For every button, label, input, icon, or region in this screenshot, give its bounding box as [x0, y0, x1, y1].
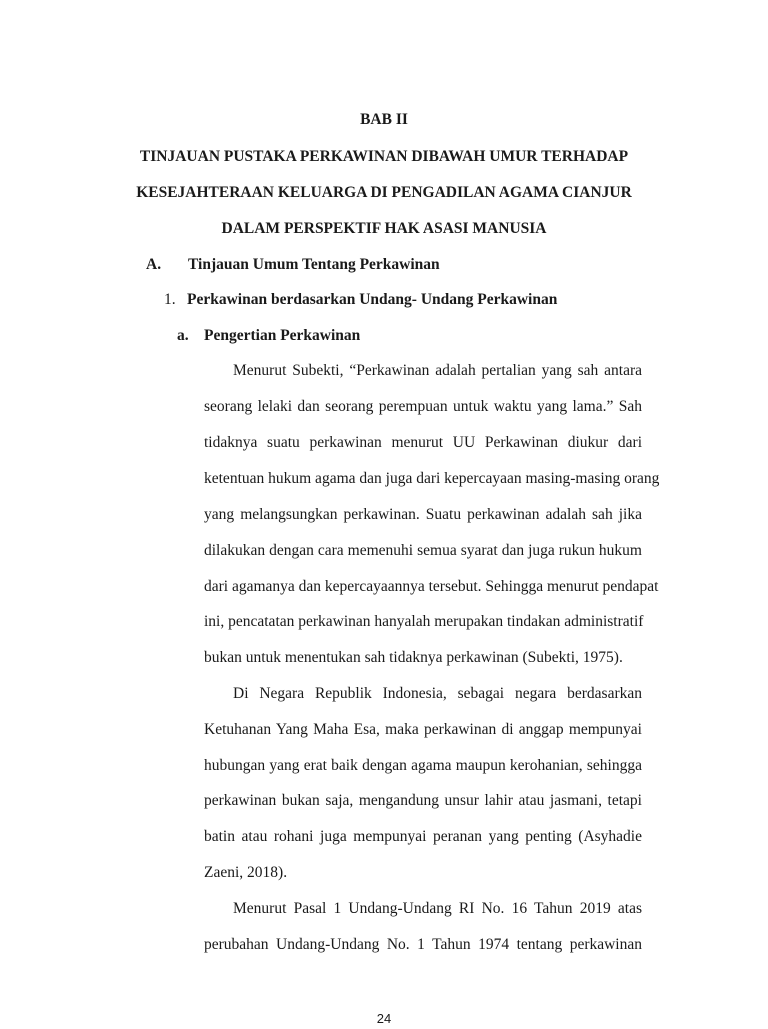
paragraph-2-line: hubungan yang erat baik dengan agama maupun kerohanian, sehingga [204, 757, 642, 774]
subsection-a-title: Pengertian Perkawinan [204, 327, 361, 344]
subsection-1-marker: 1. [164, 291, 176, 308]
paragraph-1-line: tidaknya suatu perkawinan menurut UU Perkawinan diukur dari [204, 434, 642, 451]
paragraph-2-line: perkawinan bukan saja, mengandung unsur lahir atau jasmani, tetapi [204, 792, 642, 809]
page-number: 24 [376, 1011, 392, 1026]
paragraph-2-line: Ketuhanan Yang Maha Esa, maka perkawinan di anggap mempunyai [204, 721, 642, 738]
section-a-title: Tinjauan Umum Tentang Perkawinan [188, 256, 440, 273]
paragraph-1-line: Menurut Subekti, “Perkawinan adalah pertalian yang sah antara [233, 362, 642, 379]
chapter-title-line-1: TINJAUAN PUSTAKA PERKAWINAN DIBAWAH UMUR TERHADAP [139, 148, 629, 165]
paragraph-1-line: dilakukan dengan cara memenuhi semua syarat dan juga rukun hukum [204, 542, 642, 559]
paragraph-1-line: ketentuan hukum agama dan juga dari kepercayaan masing-masing orang [204, 470, 660, 487]
paragraph-3-line: Menurut Pasal 1 Undang-Undang RI No. 16 Tahun 2019 atas [233, 900, 642, 917]
chapter-label: BAB II [360, 111, 408, 128]
paragraph-1-line: ini, pencatatan perkawinan hanyalah merupakan tindakan administratif [204, 613, 644, 630]
paragraph-2-line: batin atau rohani juga mempunyai peranan yang penting (Asyhadie [204, 828, 642, 845]
paragraph-1-line: yang melangsungkan perkawinan. Suatu perkawinan adalah sah jika [204, 506, 642, 523]
paragraph-1-line: dari agamanya dan kepercayaannya tersebut. Sehingga menurut pendapat [204, 578, 659, 595]
section-a-marker: A. [146, 256, 162, 273]
paragraph-1-last-line: bukan untuk menentukan sah tidaknya perkawinan (Subekti, 1975). [204, 649, 623, 666]
subsection-a-marker: a. [177, 327, 189, 344]
subsection-1-title: Perkawinan berdasarkan Undang- Undang Perkawinan [187, 291, 558, 308]
chapter-title-line-3: DALAM PERSPEKTIF HAK ASASI MANUSIA [221, 220, 547, 237]
paragraph-1-line: seorang lelaki dan seorang perempuan untuk waktu yang lama.” Sah [204, 398, 642, 415]
paragraph-2-line: Di Negara Republik Indonesia, sebagai negara berdasarkan [233, 685, 642, 702]
paragraph-3-line: perubahan Undang-Undang No. 1 Tahun 1974 tentang perkawinan [204, 936, 642, 953]
paragraph-2-last-line: Zaeni, 2018). [204, 864, 288, 881]
chapter-title-line-2: KESEJAHTERAAN KELUARGA DI PENGADILAN AGAMA CIANJUR [136, 184, 632, 201]
